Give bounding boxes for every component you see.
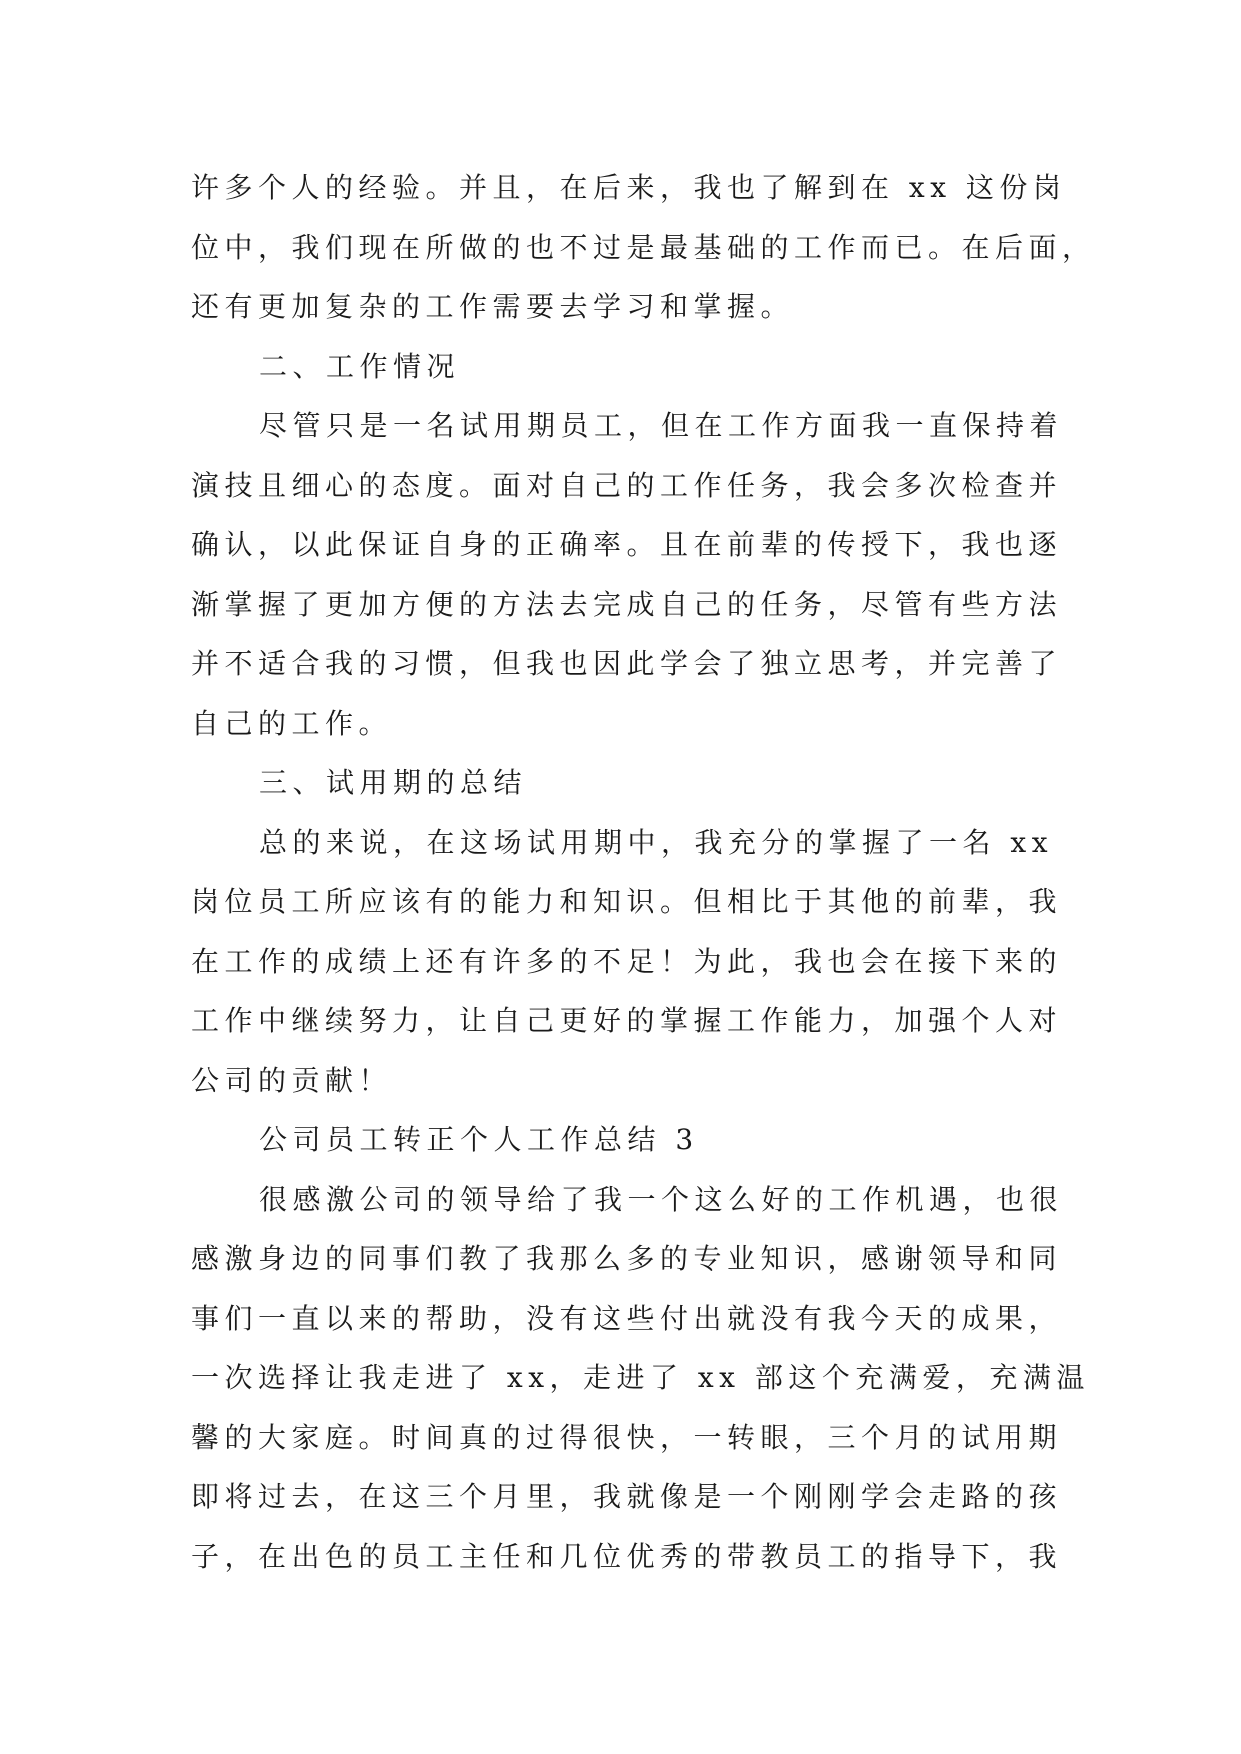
text-line: 确认，以此保证自身的正确率。且在前辈的传授下，我也逐 [191, 528, 1063, 561]
text-line: 位中，我们现在所做的也不过是最基础的工作而已。在后面， [191, 230, 1096, 264]
section-heading: 二、工作情况 [259, 349, 461, 383]
section-heading: 三、试用期的总结 [259, 766, 528, 799]
text-line: 很感激公司的领导给了我一个这么好的工作机遇，也很 [259, 1182, 1064, 1216]
text-line: 还有更加复杂的工作需要去学习和掌握。 [191, 290, 795, 323]
text-line: 公司的贡献！ [191, 1063, 393, 1097]
text-line: 演技且细心的态度。面对自己的工作任务，我会多次检查并 [191, 468, 1063, 502]
text-line: 尽管只是一名试用期员工，但在工作方面我一直保持着 [259, 409, 1064, 442]
text-line: 总的来说，在这场试用期中，我充分的掌握了一名 xx [259, 825, 1053, 859]
text-line: 即将过去，在这三个月里，我就像是一个刚刚学会走路的孩 [191, 1480, 1063, 1513]
text-line: 在工作的成绩上还有许多的不足！为此，我也会在接下来的 [191, 944, 1063, 978]
document-body [191, 158, 1096, 1586]
text-line: 渐掌握了更加方便的方法去完成自己的任务，尽管有些方法 [191, 587, 1063, 621]
text-line: 馨的大家庭。时间真的过得很快，一转眼，三个月的试用期 [191, 1420, 1063, 1454]
text-line: 事们一直以来的帮助，没有这些付出就没有我今天的成果， [191, 1301, 1063, 1335]
text-line: 自己的工作。 [191, 706, 393, 740]
section-title: 公司员工转正个人工作总结 3 [259, 1123, 699, 1156]
text-line: 感激身边的同事们教了我那么多的专业知识，感谢领导和同 [191, 1242, 1063, 1275]
text-line: 工作中继续努力，让自己更好的掌握工作能力，加强个人对 [191, 1004, 1063, 1037]
text-line: 岗位员工所应该有的能力和知识。但相比于其他的前辈，我 [191, 885, 1063, 918]
text-line: 一次选择让我走进了 xx，走进了 xx 部这个充满爱，充满温 [191, 1361, 1090, 1394]
text-line: 许多个人的经验。并且，在后来，我也了解到在 xx 这份岗 [191, 171, 1067, 204]
text-line: 子，在出色的员工主任和几位优秀的带教员工的指导下，我 [191, 1539, 1063, 1573]
text-line: 并不适合我的习惯，但我也因此学会了独立思考，并完善了 [191, 647, 1063, 680]
